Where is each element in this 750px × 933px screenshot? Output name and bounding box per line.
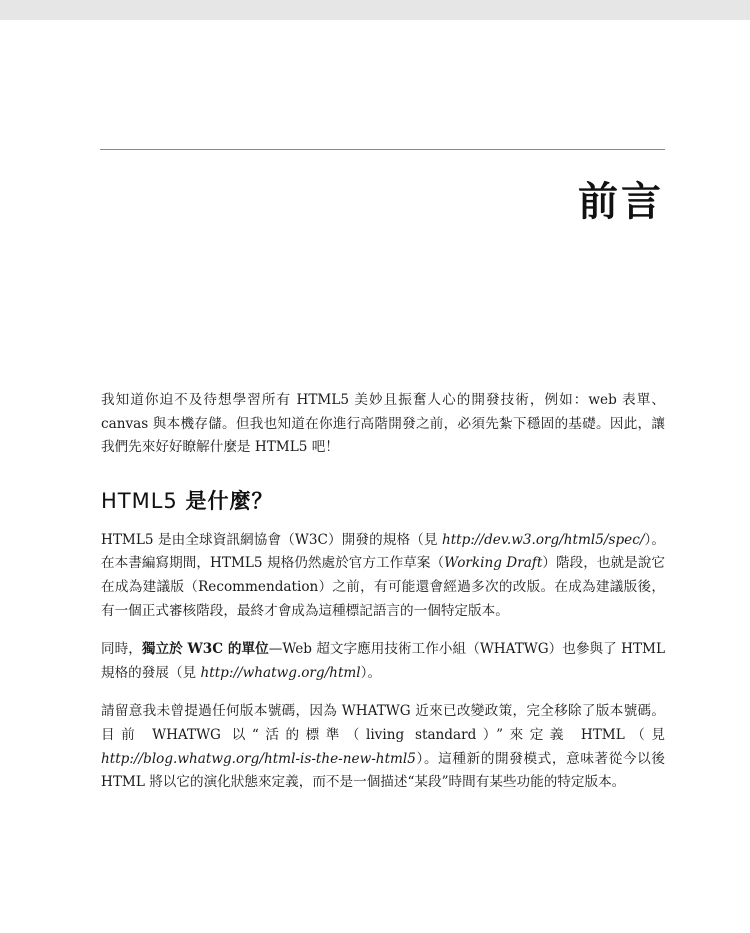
url-text: http://dev.w3.org/html5/spec/ [441,531,645,548]
text-run: ）。在本書編寫期間，HTML5 規格仍然處於官方工作草案（ [101,531,665,572]
text-run: ）。 [360,664,382,681]
section-heading-emph: 是什麼？ [185,488,274,513]
body-paragraph-3 [101,700,665,794]
body-paragraph-2 [101,638,665,685]
url-text: Working Draft [444,555,543,572]
text-run: 請留意我未曾提過任何版本號碼，因為 WHATWG 近來已改變政策，完全移除了版本號碼。目前 WHATWG 以“活的標準（living standard）”來定義 HTML（見 [101,703,665,743]
section-heading [101,486,665,516]
text-run: —Web 超文字應用技術工作小組（WHATWG）也參與了 HTML 規格的發展（見 [101,641,666,681]
url-text: http://blog.whatwg.org/html-is-the-new-html5 [101,750,416,767]
text-run: ）。這種新的開發模式，意味著從今以後 HTML 將以它的演化狀態來定義，而不是一個描述“某段”時間有某些功能的特定版本。 [101,750,665,791]
url-text: http://whatwg.org/html [200,664,361,681]
page-body [101,389,665,810]
body-paragraph-1 [101,529,665,623]
chapter-title: 前言 [578,179,664,225]
emphasized-text: 獨立於 W3C 的單位 [141,641,269,658]
text-run: ）階段，也就是說它在成為建議版（Recommendation）之前，有可能還會經過多次的改版。在成為建議版後，有一個正式審核階段，最終才會成為這種標記語言的一個特定版本。 [101,555,666,619]
section-heading-main: HTML5 [101,488,186,513]
top-margin-band [0,0,750,20]
intro-paragraph: 我知道你迫不及待想學習所有 HTML5 美妙且振奮人心的開發技術，例如：web 表單、canvas 與本機存儲。但我也知道在你進行高階開發之前，必須先紮下穩固的基礎。因此，讓我們先來好好瞭解什麼是 HTML5 吧！ [101,392,665,456]
text-run: HTML5 是由全球資訊網協會（W3C）開發的規格（見 [101,531,442,548]
text-run: 同時， [101,641,142,658]
chapter-rule [100,149,665,150]
